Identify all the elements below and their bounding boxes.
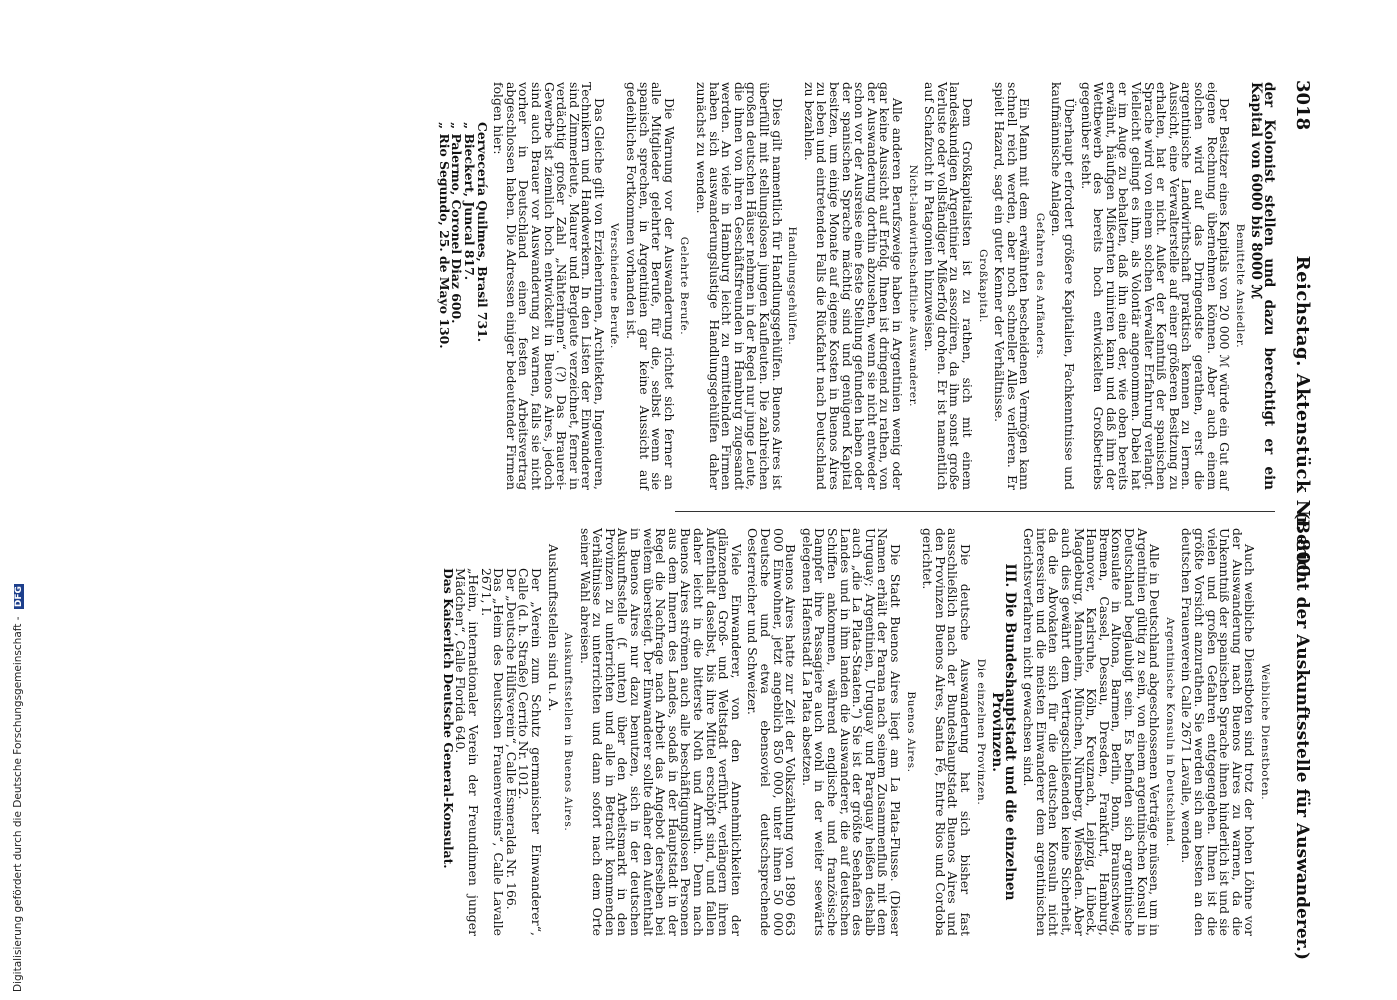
- subheading: Handlungsgehülfen.: [786, 226, 799, 346]
- paragraph: Auskunftsstellen sind u. A.: [545, 544, 561, 712]
- subheading: Argentinische Konsuln in Deutschland.: [1163, 617, 1176, 847]
- address-line: „ Palermo, Coronel Diaz 600.: [449, 122, 465, 324]
- page-header: [1285, 80, 1319, 960]
- header-title: Reichstag. Aktenstück Nr. 800.: [1292, 255, 1313, 585]
- paragraph: Das Gleiche gilt von Erzieherinnen, Architekten, Ingenieuren, Technikern und Handwerkern. In den Listen der Einwanderer sind Zimmerleute, Maurer und Bergleute verzeichnet, ferner in verdächtig großer Zahl „Nähterinnen“. (?) Das Brauerei-Gewerbe ist ziemlich hoch entwickelt in Buenos Aires, jedoch sind auch Brauer vor Auswanderung zu warnen, falls sie nicht vorher in Deutschland einen festen Arbeitsvertrag abgeschlossen haben. Die Adressen einiger bedeutender Firmen folgen hier:: [491, 82, 607, 490]
- paragraph: Auch weibliche Dienstboten sind trotz der hohen Löhne vor der Auswanderung nach Buenos Aires zu warnen, da die Unkenntniß der spanischen Sprache ihnen hinderlich ist und sie vielen und großen Gefahren entgegengehen. Ihnen ist die größte Vorsicht anzurathen. Sie werden sich am besten an den deutschen Frauenverein Calle 2671 Lavalle, wenden.: [1179, 528, 1258, 936]
- subheading: Nicht-landwirthschaftliche Auswanderer.: [906, 164, 919, 408]
- subheading: Gelehrte Berufe.: [678, 236, 691, 336]
- address-line: Das Kaiserlich Deutsche General-Konsulat.: [440, 568, 456, 869]
- right-column: [75, 528, 1275, 936]
- column-divider: [675, 511, 1275, 512]
- section-heading: III. Die Bundeshauptstadt und die einzelnen Provinzen.: [989, 563, 1018, 901]
- paragraph: Alle in Deutschland abgeschlossenen Verträge müssen, um in Argentinien gültig zu sein, von einem argentinischen Konsul in Deutschland beglaubigt sein. Es befinden sich argentinische Konsulate in Altona, Barmen, Berlin, Bonn, Braunschweig, Bremen, Cassel, Dessau, Dresden, Frankfurt, Hamburg, Hannover, Karlsruhe, Köln, Kreuznach, Leipzig, Lübeck, Magdeburg, Mannheim, München, Nürnberg, Wiesbaden. Aber auch dies gewährt dem Vertragschließenden keine Sicherheit, da die Abvokaten sich für die deutschen Konsuln nicht interessiren und die meisten Einwanderer dem argentinischen Gerichtsverfahren nicht gewachsen sind.: [1021, 528, 1163, 936]
- paragraph: Ein Mann mit dem erwähnten bescheidenen Vermögen kann schnell reich werden, aber noch schneller Alles verlieren. Er spielt Hazard, sagt ein guter Kenner der Verhältnisse.: [992, 82, 1033, 490]
- rotated-sheet: [69, 80, 1319, 960]
- paragraph: Der Besitzer eines Kapitals von 20 000 ℳ würde ein Gut auf eigene Rechnung übernehmen können. Aber auch einem solchen wird auf das Dringendste gerathen, erst die argentinische Landwirthschaft praktisch kennen zu lernen. Aussicht, eine Verwalterstelle auf einer größeren Besitzung zu erhalten, hat er nicht. Außer der Kenntniß der spanischen Sprache wird von einem solchen Verwalter Erfahrung verlangt. Vielleicht gelingt es ihm, als Volontär angenommen. Dabei hat er im Auge zu behalten, daß ihn eine der, wie oben bereits erwähnt, häufigen Mißernten ruiniren kann und daß ihm der Wettbewerb des bereits hoch entwickelten Großbetriebs gegenüber steht.: [1078, 82, 1233, 490]
- paragraph: Viele Einwanderer, von den Annehmlichkeiten der glänzenden Groß- und Weltstadt verführt, verlängern ihren Aufenthalt daselbst, bis ihre Mittel erschöpft sind, und fallen daher leicht in die bitterste Noth und Armuth. Denn nach Buenos Aires strömen auch alle beschäftigungslosen Personen aus dem Innern des Landes, sodaß in der Hauptstadt in der Regel die Nachfrage nach Arbeit das Angebot derselben bei weitem übersteigt. Der Einwanderer sollte daher den Aufenthalt in Buenos Aires nur dazu benutzen, sich in der deutschen Auskunftsstelle (f. unten) über den Arbeitsmarkt in den Provinzen zu unterrichten und alle in Betracht kommenden Verhältnisse zu unterrichten und dann sofort nach dem Orte seiner Wahl abreisen.: [577, 528, 744, 936]
- left-column: [75, 82, 1275, 490]
- address-line: Der „Deutsche Hülfsverein“, Calle Esmeralda Nr. 166.: [503, 568, 519, 910]
- address-line: „ Bieckert, Juncal 817.: [461, 122, 477, 281]
- subheading: Die einzelnen Provinzen.: [974, 658, 987, 806]
- subheading: Gefahren des Anfänders.: [1033, 212, 1046, 360]
- address-line: Das „Heim des Deutschen Frauenvereins“, Calle Lavalle 2671, I.: [478, 568, 507, 936]
- dfg-logo: DFG: [14, 586, 24, 608]
- subheading: Auskunftsstellen in Buenos Aires.: [562, 632, 575, 832]
- paragraph: Überhaupt erfordert größere Kapitalien, Fachkenntnisse und kaufmännische Anlagen.: [1049, 82, 1078, 490]
- subheading: Buenos Aires.: [904, 691, 917, 773]
- paragraph: Alle anderen Berufszweige haben in Argentinien wenig oder gar keine Aussicht auf Erfolg. Ihnen ist dringend zu rathen, von der Auswanderung dorthin abzusehen, wenn sie nicht entweder schon vor der Ausreise eine feste Stellung gefunden haben oder der spanischen Sprache mächtig sind und genügend Kapital besitzen, um einige Monate auf eigene Kosten in Buenos Aires zu leben und eintretenden Falls die Rückfahrt nach Deutschland zu bezahlen.: [801, 82, 905, 490]
- digitization-footer: [12, 584, 24, 992]
- lead-line: der Kolonist stellen und dazu berechtigt er ein Kapital von 6000 bis 8000 ℳ: [1248, 82, 1277, 490]
- subheading: Weibliche Dienstboten.: [1259, 663, 1271, 801]
- address-line: „Heim, internationaler Verein der Freundinnen junger Mädchen“, Calle Florida 640.: [453, 568, 481, 936]
- address-line: „ Rio Segundo, 25. de Mayo 130.: [436, 122, 452, 349]
- subheading: Bemittelte Ansiedler.: [1233, 223, 1246, 349]
- paragraph: Die deutsche Auswanderung hat sich bisher fast ausschließlich nach der Bundeshauptstadt Buenos Aires und den Provinzen Buenos Aires, Santa Fé, Entre Rios und Cordoba gerichtet.: [920, 528, 973, 936]
- subheading: Großkapital.: [976, 249, 989, 323]
- paragraph: Dies gilt namentlich für Handlungsgehülfen. Buenos Aires ist überfüllt mit stellungslosen jungen Kaufleuten. Die zahlreichen großen deutschen Häuser nehmen in der Regel nur junge Leute, die ihnen von ihren Geschäftsfreunden in Hamburg zugesandt werden. An viele in Hamburg leicht zu ermittelnden Firmen haben sich auswanderungslustige Handlungsgehülfen daher zunächst zu wenden.: [694, 82, 785, 490]
- address-line: Der „Verein zum Schutz germanischer Einwanderer“, Calle (d. h. Straße) Cerrito Nr. 1012.: [516, 568, 544, 936]
- paragraph: Die Stadt Buenos Aires liegt am La Plata-Flusse. (Dieser Namen erhält der Parana nach seinem Zusammenfluß mit dem Uruguay; Argentinien, Uruguay und Paraguay heißen deshalb auch „die La Plata-Staaten.“) Sie ist der größte Seehafen des Landes und in ihm landen die Auswanderer, die auf deutschen Schiffen ankommen, während englische und französische Dampfer ihre Passagiere auch wohl in der weiter seewärts gelegenen Hafenstadt La Plata absetzen.: [799, 528, 903, 936]
- page-number: 3018: [1292, 80, 1313, 131]
- footer-text: Digitalisierung gefördert durch die Deutsche Forschungsgemeinschaft -: [12, 616, 24, 992]
- paragraph: Dem Großkapitalisten ist zu rathen, sich mit einem landeskundigen Argentinier zu assoziiren, da ihm sonst große Verluste oder vollständiger Mißerfolg drohen. Er ist namentlich auf Schafzucht in Patagonien hinzuweisen.: [922, 82, 975, 490]
- subheading: Verschiedene Berufe.: [608, 223, 621, 349]
- paragraph: Buenos Aires hatte zur Zeit der Volkszählung von 1890 663 000 Einwohner, jetzt angeblich 850 000, unter ihnen 50 000 Deutsche und etwa ebensoviel deutschsprechende Oesterreicher und Schweizer.: [745, 528, 799, 936]
- header-right-title: (Bericht der Auskunftsstelle für Auswanderer.): [1292, 511, 1312, 960]
- address-line: Cervecería Quilmes, Brasil 731.: [474, 122, 490, 343]
- paragraph: Die Warnung vor der Auswanderung richtet sich ferner an alle Mitglieder gelehrter Berufe, für die, selbst wenn sie spanisch sprechen, in Argentinien gar keine Aussicht auf gedeihliches Fortkommen vorhanden ist.: [624, 82, 677, 490]
